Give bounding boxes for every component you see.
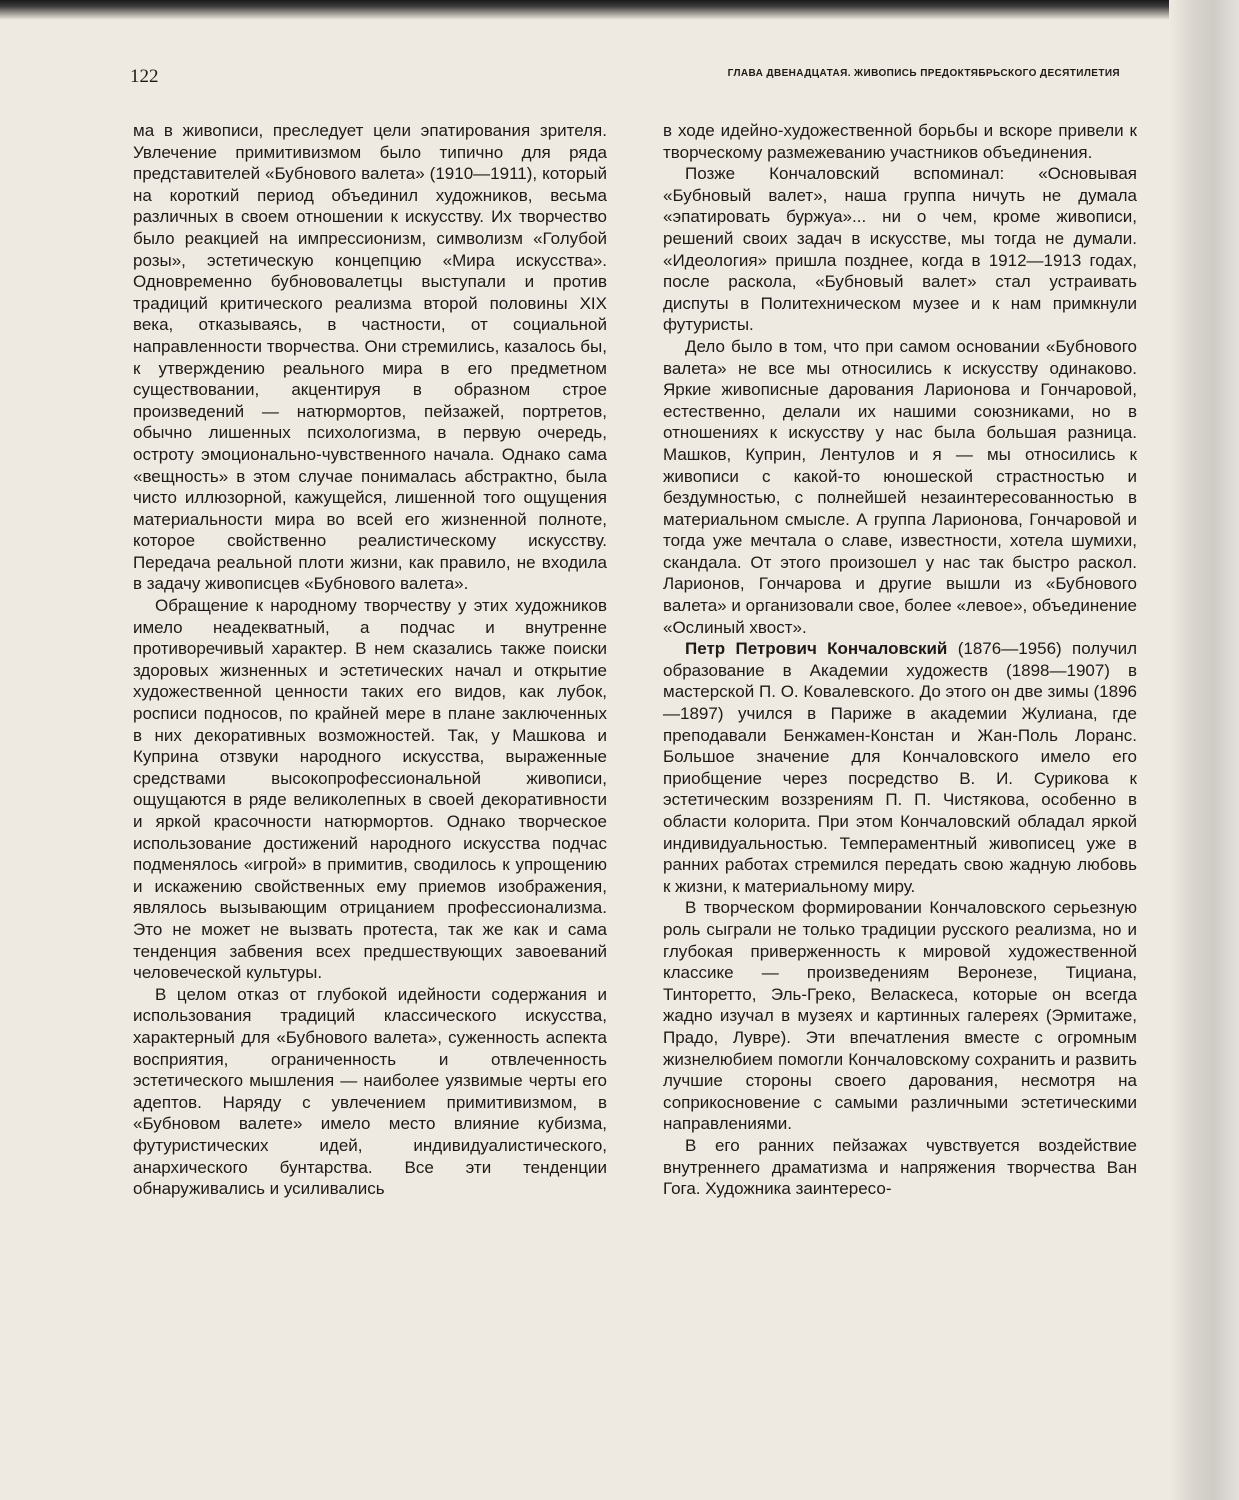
paragraph: В целом отказ от глубокой идейности содержания и использования традиций классического искусства, характерный для «Бубнового валета», суженность аспекта восприятия, ограниченность и отвлеченность эстетического мышления — наиболее уязвимые черты его адептов. Наряду с увлечением примитивизмом, в «Бубновом валете» имело место влияние кубизма, футуристических идей, индивидуалистического, анархического бунтарства. Все эти тенденции обнаруживались и усиливались: [133, 984, 607, 1199]
paragraph: В творческом формировании Кончаловского серьезную роль сыграли не только традиции русского реализма, но и глубокая приверженность к мировой художественной классике — произведениям Веронезе, Тициана, Тинторетто, Эль-Греко, Веласкеса, которые он всегда жадно изучал в музеях и картинных галереях (Эрмитаже, Прадо, Лувре). Эти впечатления вместе с огромным жизнелюбием помогли Кончаловскому сохранить и развить лучшие стороны своего дарования, несмотря на соприкосновение с самыми различными эстетическими направлениями.: [663, 898, 1137, 1134]
artist-name: Петр Петрович Кончаловский: [685, 639, 948, 659]
left-column: [133, 120, 607, 1200]
paragraph: в ходе идейно-художественной борьбы и вскоре привели к творческому размежеванию участников объединения.: [663, 121, 1137, 162]
book-spine-shadow: [1169, 0, 1239, 1500]
page-number: 122: [130, 66, 159, 87]
page-edge-shadow: [0, 0, 1239, 20]
paragraph-text: (1876—1956) получил образование в Академии художеств (1898—1907) в мастерской П. О. Ковалевского. До этого он две зимы (1896—1897) учился в Париже в академии Жулиана, где преподавали Бенжамен-Констан и Жан-Поль Лоранс. Большое значение для Кончаловского имело его приобщение через посредство В. И. Сурикова к эстетическим воззрениям П. П. Чистякова, особенно в области колорита. При этом Кончаловский обладал яркой индивидуальностью. Темпераментный живописец уже в ранних работах стремился передать свою жадную любовь к жизни, к материальному миру.: [663, 639, 1138, 896]
right-column: [663, 120, 1137, 1200]
paragraph-konchalovsky: [663, 638, 1137, 897]
paragraph: ма в живописи, преследует цели эпатирования зрителя. Увлечение примитивизмом было типично для ряда представителей «Бубнового валета» (1910—1911), который на короткий период объединил художников, весьма различных в своем отношении к искусству. Их творчество было реакцией на импрессионизм, символизм «Голубой розы», эстетическую концепцию «Мира искусства». Одновременно бубнововалетцы выступали и против традиций критического реализма второй половины XIX века, отказываясь, в частности, от социальной направленности творчества. Они стремились, казалось бы, к утверждению реального мира в его предметном существовании, акцентируя в образном строе произведений — натюрмортов, пейзажей, портретов, обычно лишенных психологизма, в первую очередь, остроту эмоционально-чувственного начала. Однако сама «вещность» в этом случае понималась абстрактно, была чисто иллюзорной, кажущейся, лишенной того ощущения материальности мира во всей его жизненной полноте, которое свойственно реалистическому искусству. Передача реальной плоти жизни, как правило, не входила в задачу живописцев «Бубнового валета».: [133, 121, 607, 594]
paragraph: Позже Кончаловский вспоминал: «Основывая «Бубновый валет», наша группа ничуть не думала «эпатировать буржуа»... ни о чем, кроме живописи, решений своих задач в искусстве, мы тогда не думали. «Идеология» пришла позднее, когда в 1912—1913 годах, после раскола, «Бубновый валет» стал устраивать диспуты в Политехническом музее и к нам примкнули футуристы.: [663, 164, 1137, 335]
paragraph: Обращение к народному творчеству у этих художников имело неадекватный, а подчас и внутренне противоречивый характер. В нем сказались также поиски здоровых жизненных и эстетических начал и открытие художественной ценности таких его видов, как лубок, росписи подносов, по крайней мере в плане заключенных в них декоративных возможностей. Так, у Машкова и Куприна отзвуки народного искусства, выраженные средствами высокопрофессиональной живописи, ощущаются в ряде великолепных в своей декоративности и яркой красочности натюрмортов. Однако творческое использование достижений народного искусства подчас подменялось «игрой» в примитив, сводилось к упрощению и искажению свойственных ему приемов изображения, являлось вызывающим отрицанием профессионализма. Это не может не вызвать протеста, так же как и сама тенденция забвения всех предшествующих завоеваний человеческой культуры.: [133, 596, 607, 983]
paragraph: Дело было в том, что при самом основании «Бубнового валета» не все мы относились к искусству одинаково. Яркие живописные дарования Ларионова и Гончаровой, естественно, делали их нашими союзниками, но в отношениях к искусству у нас была большая разница. Машков, Куприн, Лентулов и я — мы относились к живописи с какой-то юношеской страстностью и бездумностью, с полнейшей незаинтересованностью в материальном смысле. А группа Ларионова, Гончаровой и тогда уже мечтала о славе, известности, хотела шумихи, скандала. От этого произошел у нас так быстро раскол. Ларионов, Гончарова и другие вышли из «Бубнового валета» и организовали свое, более «левое», объединение «Ослиный хвост».: [663, 336, 1137, 637]
paragraph: В его ранних пейзажах чувствуется воздействие внутреннего драматизма и напряжения творчества Ван Гога. Художника заинтересо-: [663, 1135, 1137, 1199]
running-head: ГЛАВА ДВЕНАДЦАТАЯ. ЖИВОПИСЬ ПРЕДОКТЯБРЬСКОГО ДЕСЯТИЛЕТИЯ: [727, 68, 1120, 79]
